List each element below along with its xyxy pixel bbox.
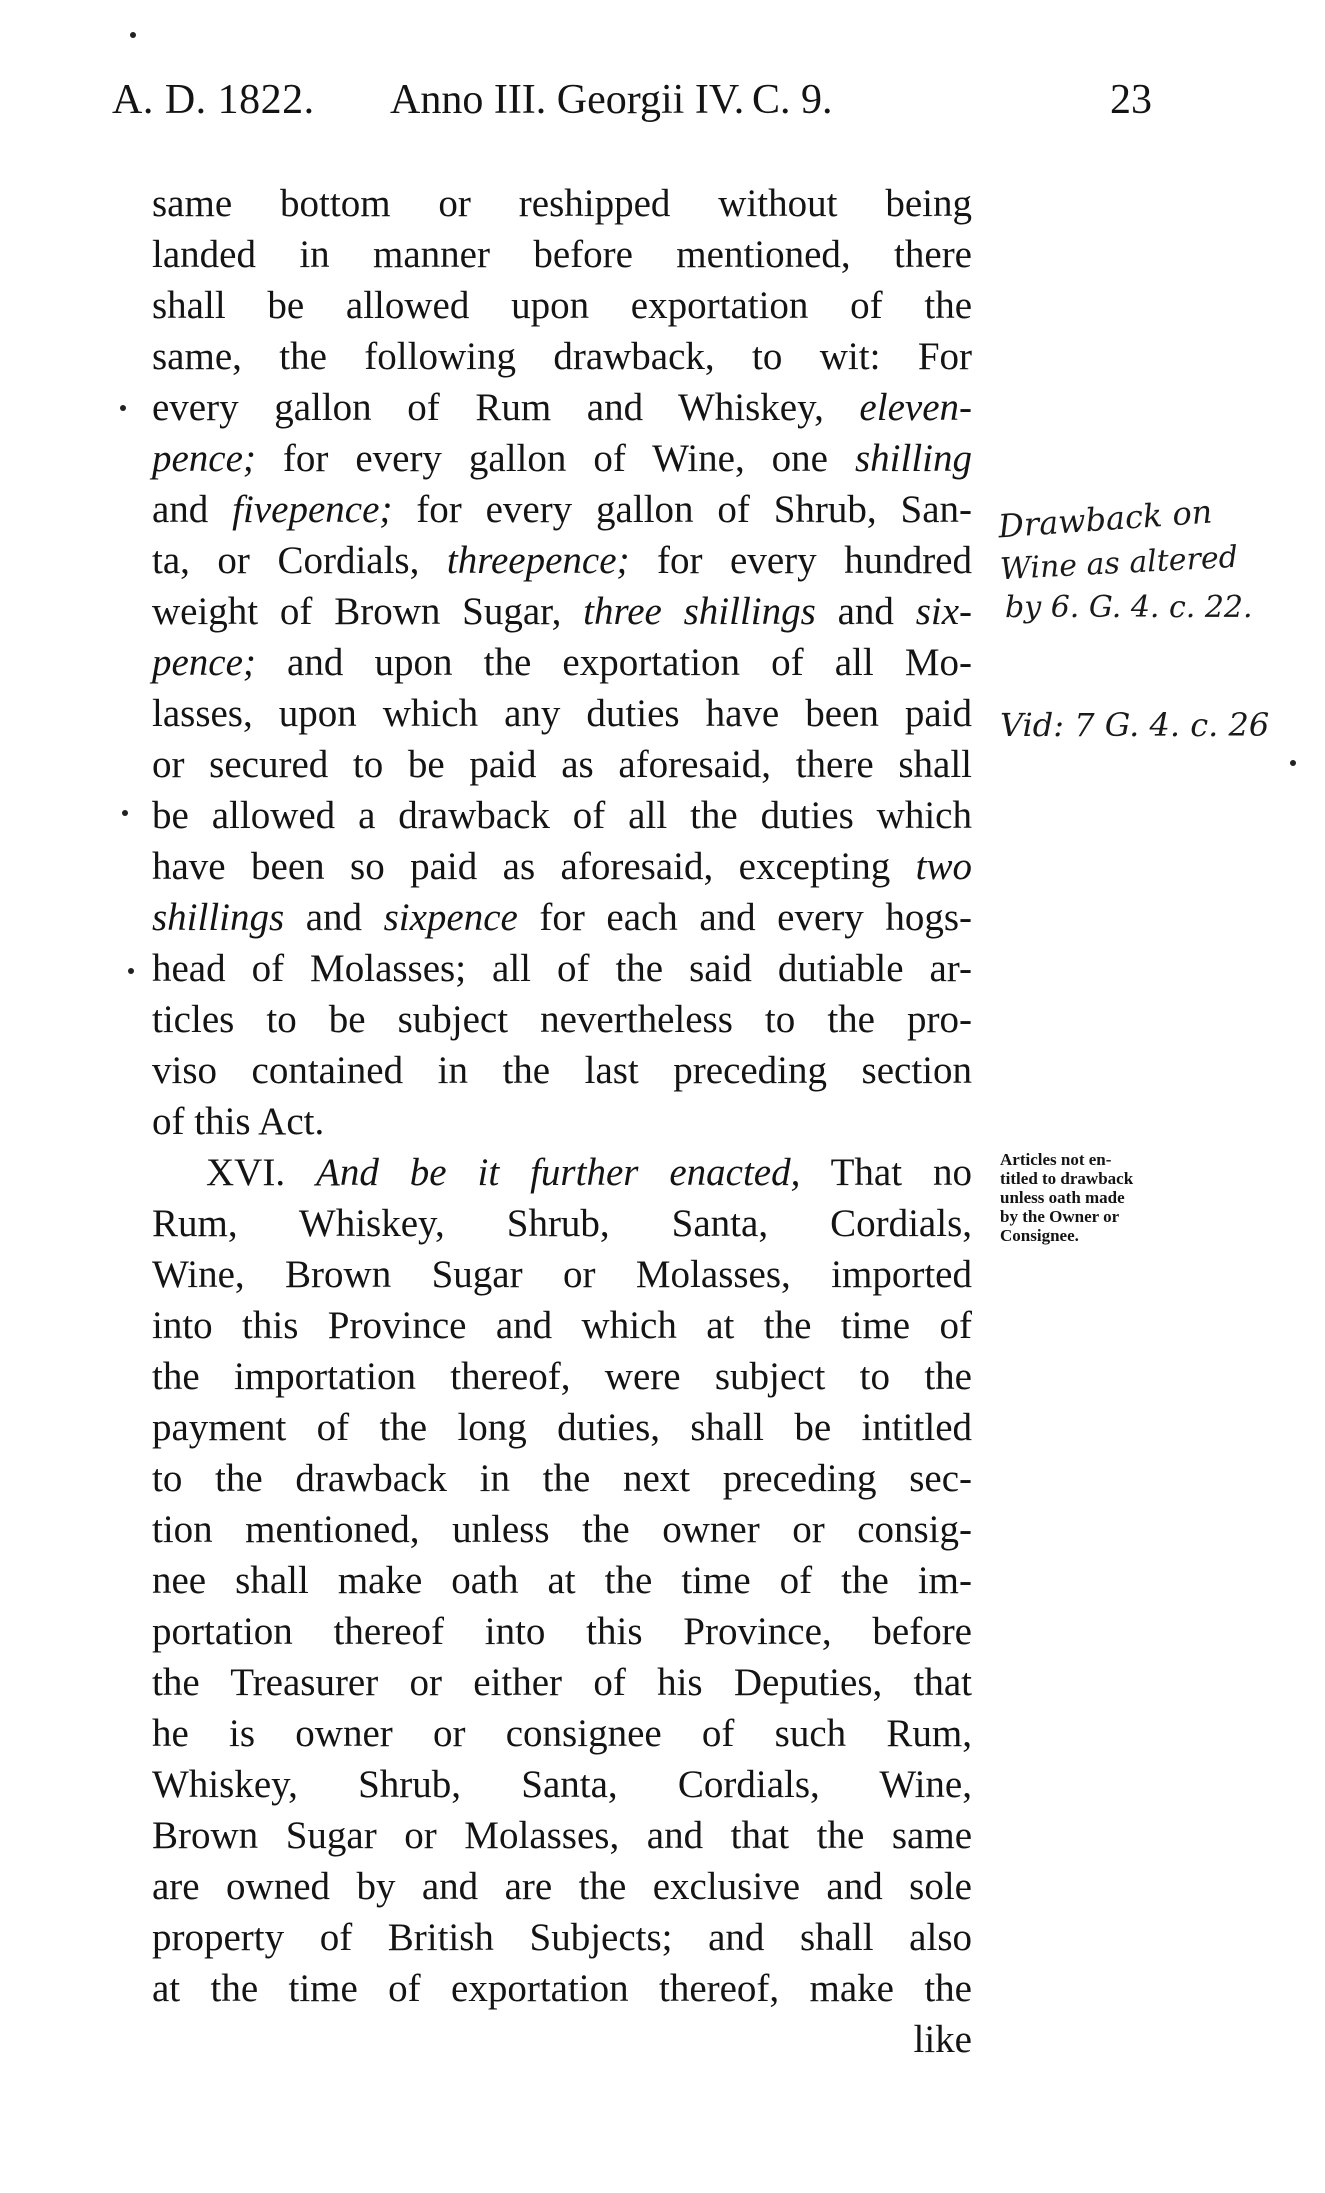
text-segment: same, the following drawback, to wit: For <box>152 335 972 378</box>
scan-speck <box>128 968 134 974</box>
text-line <box>152 484 972 535</box>
text-line <box>152 943 972 994</box>
text-line <box>152 637 972 688</box>
text-line <box>152 892 972 943</box>
text-segment: to the drawback in the next preceding sec- <box>152 1457 972 1500</box>
text-segment: Brown Sugar or Molasses, and that the same <box>152 1814 972 1857</box>
text-segment: or secured to be paid as aforesaid, there shall <box>152 743 972 786</box>
sidenote-line: Consignee. <box>1000 1226 1079 1245</box>
text-line <box>152 739 972 790</box>
text-segment: six- <box>915 590 972 633</box>
text-segment: shilling <box>854 437 972 480</box>
text-segment: for every hundred <box>629 539 972 582</box>
scan-speck <box>122 810 128 816</box>
text-segment: XVI. <box>206 1151 316 1194</box>
text-line <box>152 1912 972 1963</box>
text-segment: every gallon of Rum and Whiskey, <box>152 386 860 429</box>
text-segment: tion mentioned, unless the owner or consig- <box>152 1508 972 1551</box>
text-segment: nee shall make oath at the time of the im- <box>152 1559 972 1602</box>
text-segment: Wine, Brown Sugar or Molasses, imported <box>152 1253 972 1296</box>
text-segment: fivepence; <box>232 488 393 531</box>
text-segment: two <box>915 845 972 888</box>
text-segment: ta, or Cordials, <box>152 539 447 582</box>
text-line <box>152 1147 972 1198</box>
text-segment: ticles to be subject nevertheless to the pro- <box>152 998 972 1041</box>
text-line <box>152 2014 972 2065</box>
text-segment: be allowed a drawback of all the duties which <box>152 794 972 837</box>
text-line <box>152 1402 972 1453</box>
text-line <box>152 1657 972 1708</box>
text-segment: the Treasurer or either of his Deputies, that <box>152 1661 972 1704</box>
text-segment: eleven- <box>859 386 972 429</box>
text-segment: Rum, Whiskey, Shrub, Santa, Cordials, <box>152 1202 972 1245</box>
handwritten-annotation: Drawback on <box>996 492 1214 546</box>
text-line <box>152 1810 972 1861</box>
header-year: A. D. 1822. <box>112 77 315 123</box>
text-segment: and <box>815 590 916 633</box>
header-chapter: C. 9. <box>752 77 833 123</box>
text-line <box>152 331 972 382</box>
handwritten-annotation: Wine as altered <box>999 539 1239 588</box>
text-segment: portation thereof into this Province, before <box>152 1610 972 1653</box>
text-segment: have been so paid as aforesaid, excepting <box>152 845 916 888</box>
text-segment: payment of the long duties, shall be intitled <box>152 1406 972 1449</box>
text-segment: And be it further enacted, <box>316 1151 801 1194</box>
text-line <box>152 433 972 484</box>
text-segment: sixpence <box>383 896 518 939</box>
text-segment: lasses, upon which any duties have been paid <box>152 692 972 735</box>
text-segment: he is owner or consignee of such Rum, <box>152 1712 972 1755</box>
text-segment: of this Act. <box>152 1100 325 1143</box>
text-line <box>152 1708 972 1759</box>
page-number: 23 <box>1110 77 1152 123</box>
text-line <box>152 841 972 892</box>
text-segment: property of British Subjects; and shall also <box>152 1916 972 1959</box>
text-line <box>152 790 972 841</box>
text-segment: shall be allowed upon exportation of the <box>152 284 972 327</box>
text-line <box>152 994 972 1045</box>
text-line <box>152 1504 972 1555</box>
sidenote-line: by the Owner or <box>1000 1207 1120 1226</box>
text-line <box>152 178 972 229</box>
text-segment: weight of Brown Sugar, <box>152 590 584 633</box>
text-line <box>152 535 972 586</box>
handwritten-annotation: by 6. G. 4. c. 22. <box>1005 590 1253 625</box>
text-segment: That no <box>800 1151 972 1194</box>
text-segment: for every gallon of Wine, one <box>255 437 855 480</box>
text-segment: for every gallon of Shrub, San- <box>392 488 972 531</box>
text-segment: into this Province and which at the time of <box>152 1304 972 1347</box>
text-segment: like <box>913 2018 972 2061</box>
text-segment: are owned by and are the exclusive and sole <box>152 1865 972 1908</box>
text-segment: the importation thereof, were subject to the <box>152 1355 972 1398</box>
text-segment: threepence; <box>446 539 630 582</box>
text-line <box>152 280 972 331</box>
text-line <box>152 1045 972 1096</box>
text-segment: pence; <box>152 437 256 480</box>
text-segment: at the time of exportation thereof, make the <box>152 1967 972 2010</box>
text-segment: three shillings <box>583 590 816 633</box>
body-text <box>152 178 972 2065</box>
text-line <box>152 1096 972 1147</box>
text-line <box>152 1759 972 1810</box>
text-segment: landed in manner before mentioned, there <box>152 233 972 276</box>
text-segment: same bottom or reshipped without being <box>152 182 972 225</box>
text-segment: viso contained in the last preceding section <box>152 1049 972 1092</box>
text-segment: Whiskey, Shrub, Santa, Cordials, Wine, <box>152 1763 972 1806</box>
text-line <box>152 1249 972 1300</box>
scan-speck <box>1290 760 1296 766</box>
text-line <box>152 1861 972 1912</box>
text-segment: head of Molasses; all of the said dutiable ar- <box>152 947 972 990</box>
text-line <box>152 1606 972 1657</box>
sidenote <box>1000 1150 1195 1245</box>
scan-speck <box>120 405 126 411</box>
text-segment: pence; <box>152 641 256 684</box>
text-line <box>152 1198 972 1249</box>
sidenote-line: titled to drawback <box>1000 1169 1134 1188</box>
text-segment: for each and every hogs- <box>517 896 972 939</box>
header-title: Anno III. Georgii IV. <box>390 77 745 123</box>
text-line <box>152 1453 972 1504</box>
sidenote-line: Articles not en- <box>1000 1150 1112 1169</box>
text-line <box>152 1555 972 1606</box>
text-line <box>152 229 972 280</box>
text-line <box>152 1963 972 2014</box>
text-segment: and <box>284 896 384 939</box>
text-line <box>152 586 972 637</box>
text-segment: and upon the exportation of all Mo- <box>255 641 972 684</box>
sidenote-line: unless oath made <box>1000 1188 1125 1207</box>
text-line <box>152 688 972 739</box>
text-segment: and <box>152 488 233 531</box>
text-line <box>152 1300 972 1351</box>
text-segment: shillings <box>152 896 285 939</box>
handwritten-annotation: Vid: 7 G. 4. c. 26 <box>1000 706 1270 744</box>
scan-speck <box>130 32 136 38</box>
running-head <box>112 60 1152 140</box>
text-line <box>152 1351 972 1402</box>
text-line <box>152 382 972 433</box>
